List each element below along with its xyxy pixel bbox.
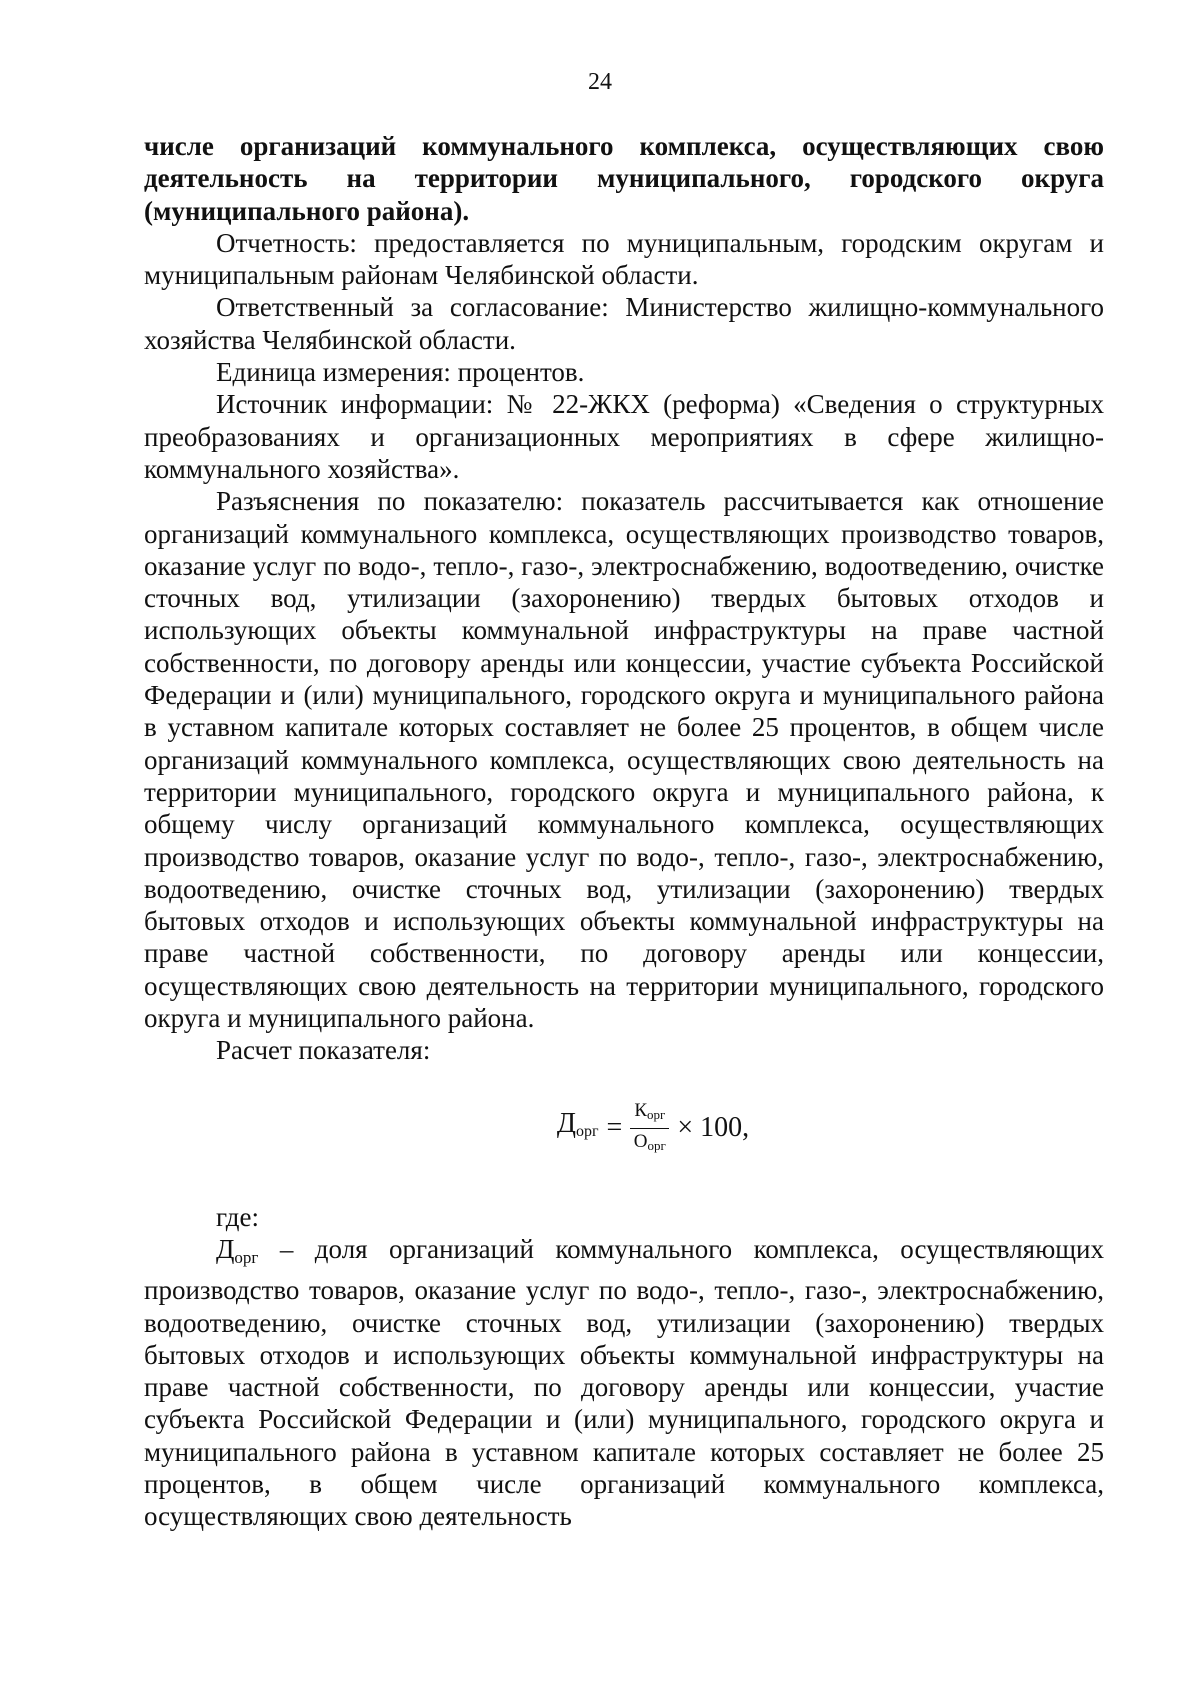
formula-fraction — [630, 1100, 669, 1157]
formula-denominator: $О_{орг}$ — [633, 1131, 666, 1154]
responsible-paragraph: Ответственный за согласование: Министерство жилищно-коммунального хозяйства Челябинской области. — [144, 292, 1104, 355]
heading-continuation: числе организаций коммунального комплекса, осуществляющих свою деятельность на территории муниципального, городского округа (муниципального района). — [144, 131, 1104, 226]
document-body — [144, 130, 1104, 1533]
reporting-paragraph: Отчетность: предоставляется по муниципальным, городским округам и муниципальным районам Челябинской области. — [144, 227, 1104, 291]
formula-equals: = — [606, 1112, 623, 1144]
formula-numerator: $К_{орг}$ — [630, 1100, 669, 1129]
source-paragraph: Источник информации: № 22-ЖКХ (реформа) «Сведения о структурных преобразованиях и организационных мероприятиях в сфере жилищно-коммунального хозяйства». — [144, 389, 1104, 484]
calculation-label: Расчет показателя: — [216, 1035, 431, 1066]
explanation-paragraph: Разъяснения по показателю: показатель рассчитывается как отношение организаций коммунального комплекса, осуществляющих производство товаров, оказание услуг по водо-, тепло-, газо-, электроснабжению, водоотведению, очистке сточных вод, утилизации (захоронению) твердых бытовых отходов и использующих объекты коммунальной инфраструктуры на праве частной собственности, по договору аренды или концессии, участие субъекта Российской Федерации и (или) муниципального, городского округа и муниципального района в уставном капитале которых составляет не более 25 процентов, в общем числе организаций коммунального комплекса, осуществляющих свою деятельность на территории муниципального, городского округа и муниципального района, к общему числу организаций коммунального комплекса, осуществляющих производство товаров, оказание услуг по водо-, тепло-, газо-, электроснабжению, водоотведению, очистке сточных вод, утилизации (захоронению) твердых бытовых отходов и использующих объекты коммунальной инфраструктуры на праве частной собственности, по договору аренды или концессии, осуществляющих свою деятельность на территории муниципального, городского округа и муниципального района. — [144, 486, 1104, 1034]
where-label: где: — [216, 1201, 259, 1232]
definition-text: – доля организаций коммунального комплекса, осуществляющих производство товаров, оказание услуг по водо-, тепло-, газо-, электроснабжению, водоотведению, очистке сточных вод, утилизации (захоронению) твердых бытовых отходов и использующих объекты коммунальной инфраструктуры на праве частной собственности, по договору аренды или концессии, участие субъекта Российской Федерации и (или) муниципального, городского округа и муниципального района в уставном капитале которых составляет не более 25 процентов, в общем числе организаций коммунального комплекса, осуществляющих свою деятельность — [144, 1233, 1104, 1532]
unit-paragraph: Единица измерения: процентов. — [216, 357, 585, 388]
definition-symbol: $Д_{орг}$ — [216, 1233, 259, 1267]
page-number: 24 — [588, 69, 612, 95]
formula-lhs: $Д_{орг}$ — [556, 1108, 599, 1141]
definition-paragraph — [144, 1233, 1104, 1533]
formula-tail: × 100, — [677, 1112, 750, 1144]
formula — [144, 1067, 1104, 1191]
